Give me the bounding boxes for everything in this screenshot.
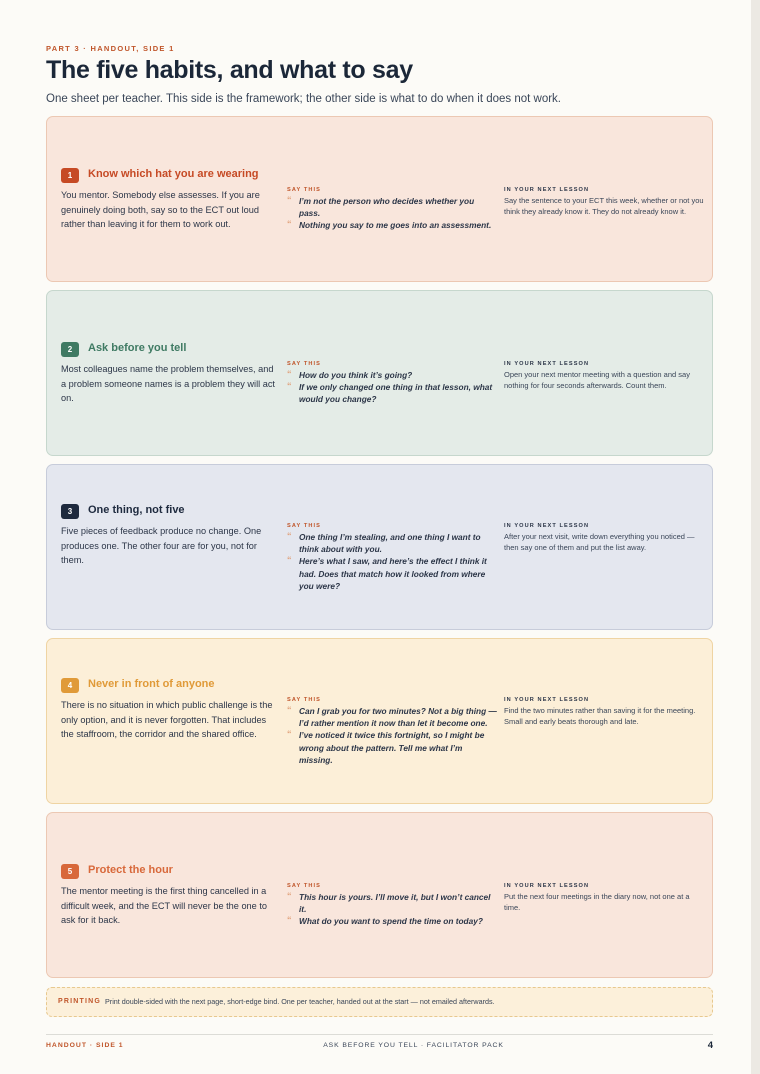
- printing-note: [46, 987, 713, 1017]
- habit-number-badge: 2: [61, 342, 79, 357]
- habit-card-5: [46, 812, 713, 978]
- say-this-list: [287, 369, 497, 406]
- printing-text: Print double-sided with the next page, short-edge bind. One per teacher, handed out at the start — not emailed afterwards.: [105, 997, 495, 1006]
- habit-number-badge: 3: [61, 504, 79, 519]
- say-this-quote: “ This hour is yours. I’ll move it, but I won’t cancel it.: [287, 891, 491, 915]
- say-this-list: [287, 195, 497, 232]
- say-this-label: SAY THIS: [287, 187, 321, 193]
- habit-title: One thing, not five: [88, 504, 185, 516]
- quote-mark-icon: “: [287, 195, 292, 205]
- next-lesson-text: Put the next four meetings in the diary now, not one at a time.: [504, 892, 690, 913]
- habit-card-2: [46, 290, 713, 456]
- say-this-quote: “ I’ve noticed it twice this fortnight, so I might be wrong about the pattern. Tell me what I’m missing.: [287, 729, 485, 765]
- habit-description: Most colleagues name the problem themselves, and a problem someone names is a problem they will act on.: [61, 364, 275, 403]
- quote-mark-icon: “: [287, 891, 292, 901]
- habit-title: Never in front of anyone: [88, 678, 215, 690]
- quote-mark-icon: “: [287, 555, 292, 566]
- habit-number-badge: 4: [61, 678, 79, 693]
- page-subtitle: One sheet per teacher. This side is the framework; the other side is what to do when it does not work.: [46, 93, 562, 105]
- say-this-quote: “ What do you want to spend the time on today?: [287, 915, 483, 927]
- say-this-quote: “ How do you think it’s going?: [287, 369, 413, 380]
- next-lesson-label: IN YOUR NEXT LESSON: [504, 883, 590, 889]
- quote-mark-icon: “: [287, 219, 292, 230]
- say-this-quote: “ Here’s what I saw, and here’s the effect I think it had. Does that match how it looked from where you were?: [287, 555, 487, 591]
- quote-mark-icon: “: [287, 705, 292, 715]
- habit-description: Five pieces of feedback produce no change. One produces one. The other four are for you, not for them.: [61, 526, 262, 565]
- say-this-list: [287, 531, 497, 592]
- say-this-quote: “ I’m not the person who decides whether you pass.: [287, 195, 475, 219]
- quote-mark-icon: “: [287, 531, 292, 541]
- habit-card-1: [46, 116, 713, 282]
- habit-description: There is no situation in which public challenge is the only option, and it is never forgotten. That includes the staffroom, the corridor and the shared office.: [61, 700, 273, 739]
- habit-number-badge: 1: [61, 168, 79, 183]
- quote-mark-icon: “: [287, 381, 292, 392]
- next-lesson-text: Open your next mentor meeting with a question and say nothing for four seconds afterwards. Count them.: [504, 370, 690, 391]
- next-lesson-label: IN YOUR NEXT LESSON: [504, 523, 590, 529]
- say-this-label: SAY THIS: [287, 883, 321, 889]
- say-this-quote: “ If we only changed one thing in that lesson, what would you change?: [287, 381, 493, 405]
- say-this-quote: “ Can I grab you for two minutes? Not a big thing — I’d rather mention it now than let it become one.: [287, 705, 497, 729]
- page-title: The five habits, and what to say: [46, 56, 413, 84]
- next-lesson-text: After your next visit, write down everything you noticed — then say one of them and put the list away.: [504, 532, 695, 553]
- quote-mark-icon: “: [287, 369, 292, 379]
- footer-divider: [46, 1034, 713, 1035]
- habit-title: Ask before you tell: [88, 342, 187, 354]
- next-lesson-text: Find the two minutes rather than saving it for the meeting. Small and early beats thorough and late.: [504, 706, 696, 727]
- page-edge-strip: [751, 0, 760, 1074]
- say-this-list: [287, 891, 497, 928]
- footer-section-label: HANDOUT · SIDE 1: [46, 1042, 124, 1049]
- say-this-quote: “ Nothing you say to me goes into an assessment.: [287, 219, 492, 231]
- section-eyebrow: PART 3 · HANDOUT, SIDE 1: [46, 44, 175, 53]
- habit-description: You mentor. Somebody else assesses. If you are genuinely doing both, say so to the ECT out loud rather than leaving it for them to work out.: [61, 190, 260, 229]
- printing-label: PRINTING: [58, 998, 102, 1005]
- habit-description: The mentor meeting is the first thing cancelled in a difficult week, and the ECT will never be the one to ask for it back.: [61, 886, 267, 925]
- habit-title: Know which hat you are wearing: [88, 168, 259, 180]
- say-this-label: SAY THIS: [287, 523, 321, 529]
- habit-card-4: [46, 638, 713, 804]
- page-number: 4: [707, 1040, 713, 1051]
- footer-pack-title: ASK BEFORE YOU TELL · FACILITATOR PACK: [323, 1042, 504, 1049]
- habit-card-3: [46, 464, 713, 630]
- quote-mark-icon: “: [287, 729, 292, 740]
- next-lesson-label: IN YOUR NEXT LESSON: [504, 361, 590, 367]
- quote-mark-icon: “: [287, 915, 292, 926]
- next-lesson-text: Say the sentence to your ECT this week, whether or not you think they already know it. They do not already know it.: [504, 196, 704, 217]
- habit-number-badge: 5: [61, 864, 79, 879]
- next-lesson-label: IN YOUR NEXT LESSON: [504, 697, 590, 703]
- say-this-label: SAY THIS: [287, 361, 321, 367]
- say-this-quote: “ One thing I’m stealing, and one thing I want to think about with you.: [287, 531, 481, 555]
- next-lesson-label: IN YOUR NEXT LESSON: [504, 187, 590, 193]
- say-this-label: SAY THIS: [287, 697, 321, 703]
- habit-title: Protect the hour: [88, 864, 173, 876]
- say-this-list: [287, 705, 497, 766]
